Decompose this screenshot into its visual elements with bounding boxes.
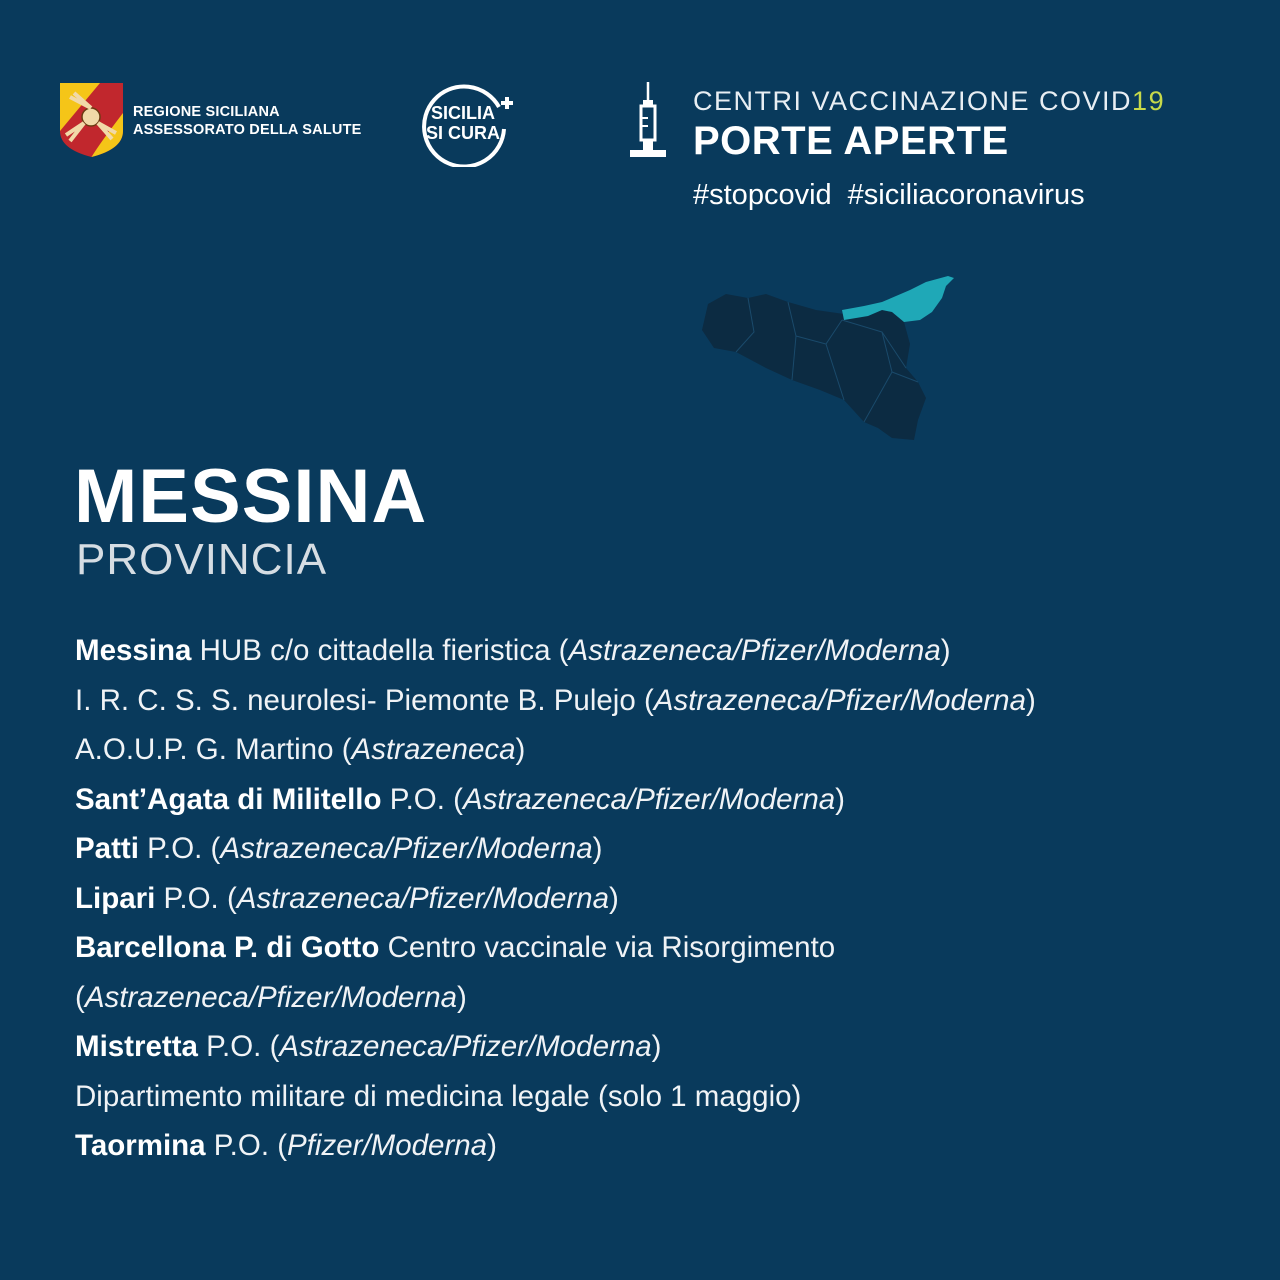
- messina-province-highlight: [842, 276, 954, 322]
- sicily-island-shape: [702, 294, 926, 440]
- sicura-line-2: SI CURA: [425, 123, 501, 143]
- centre-taormina: Taormina P.O. (Pfizer/Moderna): [75, 1129, 497, 1162]
- centre-messina-hub: Messina HUB c/o cittadella fieristica (Astrazeneca/Pfizer/Moderna): [75, 634, 951, 667]
- centre-aoup: A.O.U.P. G. Martino (Astrazeneca): [75, 733, 526, 766]
- centre-vaccines: Astrazeneca/Pfizer/Moderna: [84, 980, 458, 1014]
- centre-patti: Patti P.O. (Astrazeneca/Pfizer/Moderna): [75, 832, 603, 865]
- centre-vaccines: Pfizer/Moderna: [287, 1129, 488, 1162]
- centre-city: Messina: [75, 634, 192, 667]
- centre-city: Taormina: [75, 1129, 206, 1162]
- centre-place: Dipartimento militare di medicina legale (solo 1 maggio): [75, 1079, 802, 1113]
- centre-santagata: Sant’Agata di Militello P.O. (Astrazeneca/Pfizer/Moderna): [75, 782, 845, 816]
- centre-military: [75, 1072, 1265, 1122]
- campaign-subtitle: [693, 86, 1165, 117]
- centre-place: Centro vaccinale via Risorgimento: [387, 931, 836, 964]
- centre-lipari: Lipari P.O. (Astrazeneca/Pfizer/Moderna): [75, 881, 619, 915]
- hashtags: [693, 179, 1085, 212]
- centre-place: P.O.: [389, 782, 445, 816]
- centre-place: P.O.: [147, 832, 203, 865]
- campaign-title: PORTE APERTE: [693, 119, 1009, 163]
- centre-city: Patti: [75, 832, 139, 865]
- vaccination-centres-list: [75, 626, 1265, 1171]
- centre-vaccines: Astrazeneca: [351, 733, 516, 766]
- centre-city: Barcellona P. di Gotto: [75, 931, 380, 964]
- centre-place: I. R. C. S. S. neurolesi- Piemonte B. Pulejo: [75, 683, 636, 717]
- centre-barcellona: [75, 923, 1265, 973]
- centre-place: P.O.: [213, 1129, 270, 1162]
- centre-city: Mistretta: [75, 1030, 198, 1063]
- centre-city: Sant’Agata di Militello: [75, 782, 382, 816]
- sicily-map: [696, 272, 958, 444]
- province-title: MESSINA: [74, 454, 428, 539]
- centre-place: P.O.: [206, 1030, 262, 1063]
- sicura-line-1: SICILIA: [430, 103, 496, 123]
- plus-icon: [501, 97, 513, 109]
- centre-place: HUB c/o cittadella fieristica: [199, 634, 551, 667]
- centre-vaccines: Astrazeneca/Pfizer/Moderna: [568, 634, 941, 667]
- centre-vaccines: Astrazeneca/Pfizer/Moderna: [462, 782, 836, 816]
- centre-vaccines: Astrazeneca/Pfizer/Moderna: [220, 832, 593, 865]
- centre-barcellona-vaccines: (Astrazeneca/Pfizer/Moderna): [75, 980, 467, 1014]
- sicilia-si-cura-logo: [421, 77, 515, 167]
- centre-vaccines: Astrazeneca/Pfizer/Moderna: [279, 1030, 652, 1063]
- syringe-icon: [626, 80, 670, 162]
- region-line-1: REGIONE SICILIANA: [133, 104, 280, 120]
- province-label: PROVINCIA: [76, 535, 328, 584]
- hashtag-stopcovid: #stopcovid: [693, 179, 832, 211]
- centri-text: CENTRI VACCINAZIONE COVID: [693, 86, 1133, 116]
- centre-place: P.O.: [163, 881, 219, 915]
- centre-city: Lipari: [75, 881, 156, 915]
- centre-vaccines: Astrazeneca/Pfizer/Moderna: [236, 881, 609, 915]
- centre-irccs: I. R. C. S. S. neurolesi- Piemonte B. Pulejo (Astrazeneca/Pfizer/Moderna): [75, 683, 1036, 717]
- region-line-2: ASSESSORATO DELLA SALUTE: [133, 122, 362, 138]
- region-coat-of-arms-logo: [60, 83, 123, 157]
- region-name: [133, 103, 362, 139]
- covid-number: 19: [1132, 86, 1166, 116]
- centre-place: A.O.U.P. G. Martino: [75, 733, 334, 766]
- centre-mistretta: Mistretta P.O. (Astrazeneca/Pfizer/Moderna): [75, 1030, 662, 1063]
- centre-vaccines: Astrazeneca/Pfizer/Moderna: [653, 683, 1026, 717]
- hashtag-siciliacoronavirus: #siciliacoronavirus: [847, 179, 1085, 211]
